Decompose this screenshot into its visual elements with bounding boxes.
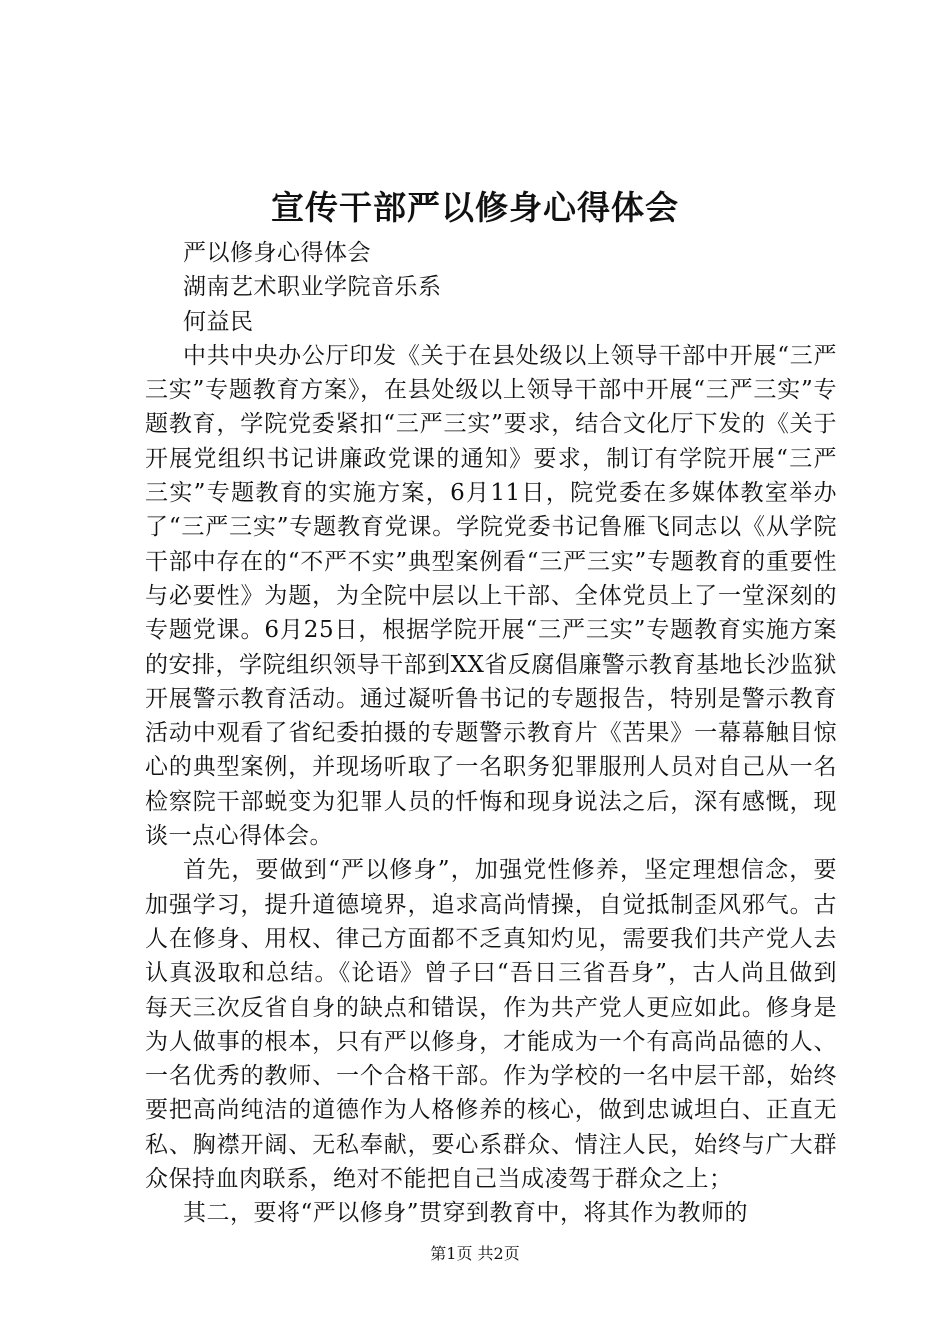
paragraph-intro: 中共中央办公厅印发《关于在县处级以上领导干部中开展“三严三实”专题教育方案》，在县处级以上领导干部中开展“三严三实”专题教育，学院党委紧扣“三严三实”要求，结合文化厅下发的《关于开展党组织书记讲廉政党课的通知》要求，制订有学院开展“三严三实”专题教育的实施方案，6月11日，院党委在多媒体教室举办了“三严三实”专题教育党课。学院党委书记鲁雁飞同志以《从学院干部中存在的“不严不实”典型案例看“三严三实”专题教育的重要性与必要性》为题，为全院中层以上干部、全体党员上了一堂深刻的专题党课。6月25日，根据学院开展“三严三实”专题教育实施方案的安排，学院组织领导干部到XX省反腐倡廉警示教育基地长沙监狱开展警示教育活动。通过凝听鲁书记的专题报告，特别是警示教育活动中观看了省纪委拍摄的专题警示教育片《苦果》一幕幕触目惊心的典型案例，并现场听取了一名职务犯罪服刑人员对自己从一名检察院干部蜕变为犯罪人员的忏悔和现身说法之后，深有感慨，现谈一点心得体会。 [145, 342, 837, 850]
document-title: 宣传干部严以修身心得体会 [271, 188, 679, 227]
document-body [145, 236, 837, 1231]
author-line: 何益民 [183, 308, 254, 335]
institution-line: 湖南艺术职业学院音乐系 [183, 274, 442, 301]
subtitle-line: 严以修身心得体会 [183, 240, 371, 266]
page-footer: 第1页 共2页 [430, 1244, 520, 1263]
paragraph-second: 其二，要将“严以修身”贯穿到教育中，将其作为教师的 [183, 1200, 749, 1227]
paragraph-first: 首先，要做到“严以修身”，加强党性修养，坚定理想信念，要加强学习，提升道德境界，追求高尚情操，自觉抵制歪风邪气。古人在修身、用权、律己方面都不乏真知灼见，需要我们共产党人去认真汲取和总结。《论语》曾子曰“吾日三省吾身”，古人尚且做到每天三次反省自身的缺点和错误，作为共产党人更应如此。修身是为人做事的根本，只有严以修身，才能成为一个有高尚品德的人、一名优秀的教师、一个合格干部。作为学校的一名中层干部，始终要把高尚纯洁的道德作为人格修养的核心，做到忠诚坦白、正直无私、胸襟开阔、无私奉献，要心系群众、情注人民，始终与广大群众保持血肉联系，绝对不能把自己当成凌驾于群众之上； [145, 857, 837, 1193]
